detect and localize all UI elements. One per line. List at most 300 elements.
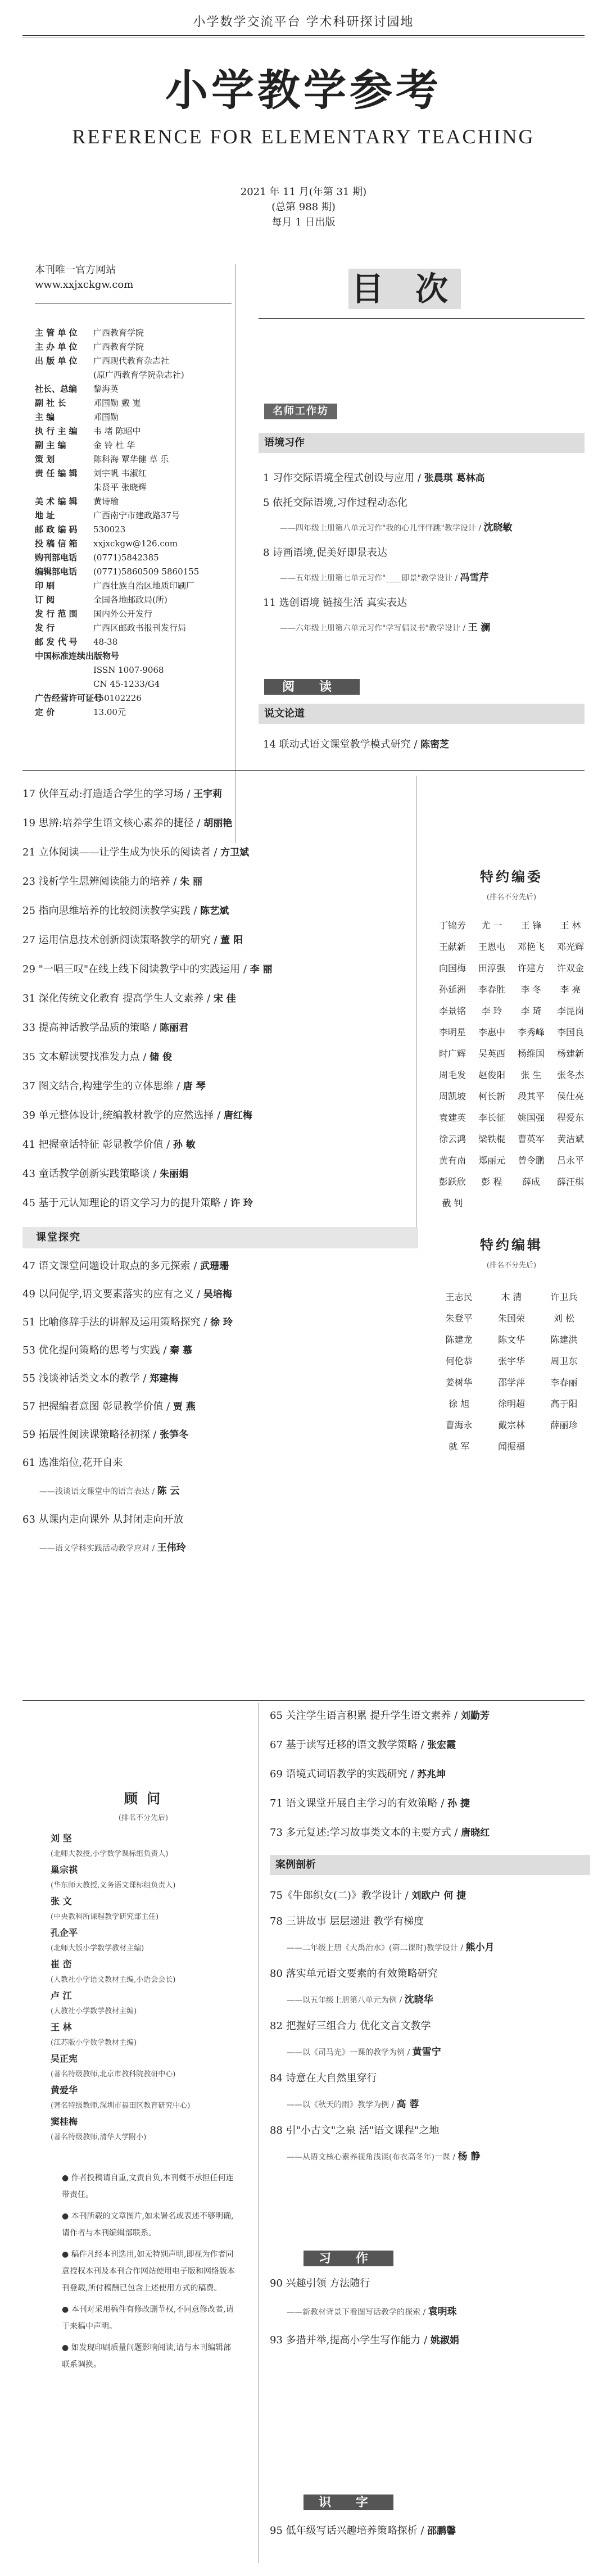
toc-title: 63 从课内走向课外 从封闭走向开放 <box>22 1514 184 1525</box>
toc-subtitle[interactable] <box>22 1541 405 1556</box>
toc-title: 49 以问促学,语文要素落实的应有之义 / <box>22 1288 203 1300</box>
toc-author: 刘欧户 何 捷 <box>411 1890 466 1902</box>
toc-subtitle[interactable] <box>263 571 583 586</box>
toc-title: 51 比喻修辞手法的讲解及运用策略探究 / <box>22 1316 211 1328</box>
editor-name: 截 钊 <box>442 1198 463 1208</box>
toc-author: 陈丽君 <box>160 1022 189 1034</box>
notes <box>62 2170 236 2378</box>
editor-name: 李景铭 <box>438 1006 466 1016</box>
toc-author: 朱丽娟 <box>160 1169 189 1180</box>
advisor-desc: (著名特级教师,深圳市福田区教育研究中心) <box>51 2102 191 2110</box>
toc-title: 29 "一唱三叹"在线上线下阅读教学中的实践运用 / <box>22 963 250 975</box>
special-editors <box>433 866 590 1214</box>
masthead-row <box>35 495 248 509</box>
toc-entry[interactable] <box>22 1196 405 1211</box>
editor-name: 向国梅 <box>438 963 466 974</box>
special-editors-note: (排名不分先后) <box>486 893 537 902</box>
column-banner-reading: 阅 读 <box>264 679 360 695</box>
toc-entry[interactable] <box>22 1259 405 1274</box>
masthead-value: 金 铃 杜 华 <box>93 440 135 450</box>
toc-entry[interactable] <box>22 1050 405 1065</box>
toc-entry[interactable] <box>22 933 405 948</box>
toc-title: 37 图文结合,构建学生的立体思维 / <box>22 1080 183 1092</box>
toc-entry[interactable] <box>270 1709 596 1723</box>
editor-name: 郑丽元 <box>478 1155 505 1166</box>
masthead-value: 530023 <box>93 524 126 535</box>
toc-title: 27 运用信息技术创新阅读策略教学的研究 / <box>22 934 221 946</box>
masthead-row <box>35 593 248 607</box>
advisor-desc: (人教社小学数学教材主编) <box>51 2007 137 2016</box>
editor-name: 李春胜 <box>478 984 505 995</box>
editor-name: 周卫东 <box>550 1356 578 1366</box>
toc-author: 张宏霞 <box>427 1740 456 1751</box>
masthead-key: 定 价 <box>35 707 55 717</box>
toc-entry[interactable] <box>270 2333 596 2348</box>
editor-name: 黄有南 <box>438 1155 466 1166</box>
editor-name: 柯长新 <box>478 1091 505 1102</box>
toc-title: 14 联动式语文课堂教学模式研究 / <box>263 739 421 750</box>
masthead-key: 策 划 <box>35 454 55 464</box>
toc-author: 张晨琪 葛林高 <box>424 473 485 484</box>
advisor-name: 刘 坚 <box>51 1833 72 1844</box>
section-tag-context: 语境习作 <box>259 433 585 453</box>
masthead-key: 发 行 范 围 <box>35 609 78 619</box>
toc-entry[interactable] <box>270 1767 596 1782</box>
masthead-value <box>93 649 248 663</box>
toc-title: 41 把握童话特征 彰显教学价值 / <box>22 1139 173 1151</box>
toc-title: 75《牛郎织女(二)》教学设计 / <box>270 1890 412 1902</box>
editor-name: 高于阳 <box>550 1398 578 1409</box>
masthead-value: (原广西教育学院杂志社) <box>93 370 184 380</box>
masthead-value: 广西区邮政书报刊发行局 <box>93 623 187 633</box>
toc-author: 孙 捷 <box>447 1798 470 1809</box>
toc-title: 1 习作交际语境全程式创设与应用 / <box>263 472 424 484</box>
editor-name: 朱登平 <box>445 1313 473 1324</box>
section-tag-theory: 说文论道 <box>259 704 585 724</box>
masthead-row <box>35 424 248 438</box>
toc-entry[interactable] <box>22 1138 405 1152</box>
editor-name: 曹海永 <box>445 1420 473 1430</box>
toc-author: 李 丽 <box>250 964 273 975</box>
masthead-row <box>35 579 248 593</box>
header-rule <box>22 35 585 36</box>
advisors-note: (排名不分先后) <box>118 1814 169 1822</box>
toc-note: ——从语文核心素养视角浅谈(布衣高冬年)一课 / <box>287 2153 458 2162</box>
editor-name: 吴英西 <box>478 1048 505 1059</box>
toc-author: 沈晓华 <box>404 1994 433 2005</box>
masthead-key: 主 办 单 位 <box>35 342 78 352</box>
advisor-name: 黄爱华 <box>51 2085 78 2095</box>
editor-name: 杨建新 <box>556 1048 584 1059</box>
toc-entry[interactable] <box>22 845 405 860</box>
toc-heading: 目 次 <box>348 269 461 309</box>
special-editors-grid <box>433 915 590 1214</box>
toc-entry[interactable] <box>22 787 405 802</box>
editor-name: 周凯坡 <box>438 1091 466 1102</box>
toc-author: 王伟玲 <box>157 1542 186 1554</box>
editor-name: 张宇华 <box>497 1356 525 1366</box>
masthead-key: 发 行 <box>35 623 55 633</box>
editor-name: 许建方 <box>517 963 545 974</box>
toc-title: 57 把握编者意图 彰显教学价值 / <box>22 1401 173 1413</box>
toc-author: 刘勤芳 <box>460 1710 490 1722</box>
editor-name: 王献新 <box>438 941 466 952</box>
toc-block-reading <box>22 787 405 1225</box>
toc-author: 胡丽艳 <box>203 818 233 829</box>
toc-author: 秦 慕 <box>170 1345 193 1356</box>
masthead-value: (0771)5860509 5860155 <box>93 567 200 577</box>
masthead-row <box>35 326 248 340</box>
toc-title: 95 低年级写话兴趣培养策略探析 / <box>270 2525 428 2537</box>
toc-entry[interactable] <box>22 1400 405 1414</box>
masthead-value: (0771)5842385 <box>93 553 159 563</box>
masthead-value: 陈科海 覃华健 草 乐 <box>93 454 169 464</box>
advisor-name: 张 文 <box>51 1896 72 1907</box>
toc-title: 73 多元复述:学习故事类文本的主要方式 / <box>270 1827 461 1839</box>
toc-subtitle[interactable] <box>270 2045 596 2060</box>
toc-entry[interactable] <box>270 1889 596 1903</box>
masthead-value: 邓国勋 <box>93 412 119 422</box>
toc-note: ——浅谈语文课堂中的语言表达 / <box>39 1487 157 1496</box>
masthead-key: 编辑部电话 <box>35 567 78 577</box>
masthead-value: 国内外公开发行 <box>93 609 153 619</box>
masthead-value: 刘宇帆 韦淑红 <box>93 468 147 478</box>
toc-title: 47 语文课堂问题设计取点的多元探索 / <box>22 1260 201 1272</box>
masthead-row <box>35 635 248 649</box>
editor-name: 许双金 <box>556 963 584 974</box>
masthead-value: 全国各地邮政局(所) <box>93 595 167 605</box>
toc-entry[interactable] <box>22 1456 405 1470</box>
contributing-editors <box>433 1234 590 1457</box>
toc-entry[interactable] <box>270 2276 596 2291</box>
toc-title: 84 诗意在大自然里穿行 <box>270 2072 377 2084</box>
editor-name: 李 玲 <box>481 1006 502 1016</box>
toc-author: 郑建梅 <box>150 1373 179 1384</box>
toc-block-context <box>263 471 583 646</box>
masthead-key <box>35 677 93 691</box>
toc-entry[interactable] <box>22 1315 405 1330</box>
toc-entry[interactable] <box>22 1287 405 1302</box>
masthead-row <box>35 354 248 368</box>
editor-name: 陈建龙 <box>445 1334 473 1345</box>
toc-author: 邵鹏馨 <box>427 2525 456 2537</box>
toc-title: 31 深化传统文化教育 提高学生人文素养 / <box>22 993 214 1004</box>
masthead-key <box>35 481 93 495</box>
editor-name: 李 亮 <box>560 984 581 995</box>
toc-author: 许 玲 <box>230 1198 253 1209</box>
masthead-row <box>35 649 248 663</box>
masthead-key: 邮 发 代 号 <box>35 637 78 647</box>
toc-entry[interactable] <box>22 816 405 831</box>
toc-entry[interactable] <box>270 2019 596 2034</box>
masthead-key: 副 社 长 <box>35 398 66 408</box>
toc-entry[interactable] <box>263 596 583 610</box>
advisors-title: 顾 问 <box>124 1790 163 1807</box>
toc-entry[interactable] <box>22 1167 405 1181</box>
issue-line: 2021 年 11 月(年第 31 期) <box>240 186 367 198</box>
toc-entry[interactable] <box>22 1371 405 1386</box>
editor-name: 彭 程 <box>481 1176 502 1187</box>
masthead-key: 责 任 编 辑 <box>35 468 78 478</box>
editor-name: 杨维国 <box>517 1048 545 1059</box>
masthead-key: 中国标准连续出版物号 <box>35 651 120 661</box>
toc-title: 90 兴趣引领 方法随行 <box>270 2278 370 2289</box>
editor-name: 王志民 <box>445 1292 473 1302</box>
toc-author: 唐晓红 <box>461 1827 490 1839</box>
toc-note: ——六年级上册第六单元习作"学写倡议书"教学设计 / <box>280 624 468 633</box>
toc-author: 熊小月 <box>465 1942 495 1953</box>
official-site <box>35 263 133 292</box>
toc-title: 23 浅析学生思辨阅读能力的培养 / <box>22 876 180 888</box>
editor-name: 李长征 <box>478 1112 505 1123</box>
contributing-editors-note: (排名不分先后) <box>486 1261 537 1270</box>
note-paragraph: ● 作者投稿请自重,文责自负,本刊概不承担任何连带责任。 <box>62 2174 234 2199</box>
toc-title: 67 基于读写迁移的语文教学策略 / <box>270 1739 428 1751</box>
editor-name: 张冬杰 <box>556 1070 584 1080</box>
site-url[interactable]: www.xxjxckgw.com <box>35 279 134 291</box>
toc-entry[interactable] <box>22 962 405 977</box>
toc-entry[interactable] <box>270 2124 596 2138</box>
toc-title: 88 引"小古文"之泉 活"语文课程"之地 <box>270 2125 440 2136</box>
masthead-key: 副 主 编 <box>35 440 66 450</box>
editor-name: 许卫兵 <box>550 1292 578 1302</box>
masthead-key: 投 稿 信 箱 <box>35 538 78 549</box>
toc-entry[interactable] <box>270 1914 596 1929</box>
toc-entry[interactable] <box>263 496 583 510</box>
toc-author: 武珊珊 <box>200 1261 229 1272</box>
advisor-desc: (人教社小学语文教材主编,小语会会长) <box>51 1976 176 1984</box>
editor-name: 段其平 <box>517 1091 545 1102</box>
toc-title: 33 提高神话教学品质的策略 / <box>22 1022 160 1034</box>
toc-entry[interactable] <box>270 1826 596 1840</box>
editor-name: 陈建洪 <box>550 1334 578 1345</box>
masthead-key: 印 刷 <box>35 581 55 591</box>
masthead-row <box>35 537 248 551</box>
advisor-list <box>51 1830 236 2145</box>
editor-name: 李 冬 <box>520 984 542 995</box>
masthead-value: ISSN 1007-9068 <box>93 665 164 675</box>
toc-author: 唐红梅 <box>223 1110 252 1121</box>
toc-entry[interactable] <box>270 1738 596 1753</box>
editor-name: 周毛发 <box>438 1070 466 1080</box>
editor-name: 刘 松 <box>553 1313 574 1324</box>
masthead-row <box>35 467 248 481</box>
editor-name: 李国良 <box>556 1027 584 1038</box>
editor-name: 吕永平 <box>556 1155 584 1166</box>
editor-name: 王 锋 <box>520 920 542 931</box>
editor-name: 程爱东 <box>556 1112 584 1123</box>
toc-note: ——以《秋天的雨》教学为例 / <box>287 2100 397 2109</box>
masthead-value: 黎海英 <box>93 384 119 394</box>
toc-subtitle[interactable] <box>263 621 583 636</box>
editor-name: 姚国强 <box>517 1112 545 1123</box>
toc-rule <box>259 318 585 319</box>
toc-entry[interactable] <box>263 471 583 486</box>
toc-author: 陈艺斌 <box>200 906 229 917</box>
masthead-key: 社长、总编 <box>35 384 78 394</box>
editor-name: 姜树华 <box>445 1377 473 1388</box>
masthead-value: 广西壮族自治区地质印刷厂 <box>93 581 195 591</box>
toc-note: ——二年级上册《大禹治水》(第二课时)教学设计 / <box>287 1944 466 1953</box>
toc-author: 唐 琴 <box>183 1081 206 1092</box>
advisor-name: 窦桂梅 <box>51 2116 78 2127</box>
toc-entry[interactable] <box>270 1967 596 1981</box>
toc-title: 82 把握好三组合力 优化文言文教学 <box>270 2020 431 2032</box>
issue-line: (总第 988 期) <box>271 201 336 213</box>
toc-entry[interactable] <box>22 1343 405 1358</box>
editor-name: 时广辉 <box>438 1048 466 1059</box>
masthead-key: 执 行 主 编 <box>35 426 78 436</box>
masthead-value: 广西教育学院 <box>93 328 144 338</box>
masthead-row <box>35 551 248 565</box>
journal-title-en: REFERENCE FOR ELEMENTARY TEACHING <box>72 125 535 148</box>
masthead-row <box>35 340 248 354</box>
toc-entry[interactable] <box>22 875 405 889</box>
toc-entry[interactable] <box>22 1428 405 1442</box>
editor-name: 曾令鹏 <box>517 1155 545 1166</box>
toc-title: 71 语文课堂开展自主学习的有效策略 / <box>270 1798 448 1809</box>
toc-title: 35 文本解读要找准发力点 / <box>22 1051 150 1063</box>
advisor-desc: (著名特级教师,北京市教科院教研中心) <box>51 2070 176 2079</box>
toc-title: 8 诗画语境,促美好即景表达 <box>263 547 387 559</box>
toc-author: 王 澜 <box>468 622 491 633</box>
toc-block-case <box>270 1889 596 2176</box>
toc-entry[interactable] <box>263 546 583 560</box>
site-label: 本刊唯一官方网站 <box>35 264 116 276</box>
toc-note: ——以《司马光》一课的教学为例 / <box>287 2048 413 2057</box>
journal-title-cn: 小学教学参考 <box>165 65 442 115</box>
masthead-row <box>35 607 248 621</box>
editor-name: 薛丽珍 <box>550 1420 578 1430</box>
toc-author: 吴培梅 <box>203 1289 232 1300</box>
advisor-desc: (北师大教授,小学数学课标组负责人) <box>51 1850 169 1858</box>
masthead-row <box>35 663 248 677</box>
editor-name: 曹英军 <box>517 1134 545 1144</box>
toc-entry[interactable] <box>263 737 583 752</box>
issue-line: 每月 1 日出版 <box>271 216 336 228</box>
toc-subtitle[interactable] <box>270 1993 596 2008</box>
toc-note: ——四年级上册第八单元习作"我的心儿怦怦跳"教学设计 / <box>280 524 484 533</box>
editor-name: 李秀峰 <box>517 1027 545 1038</box>
editor-name <box>538 1436 590 1457</box>
toc-subtitle[interactable] <box>270 1940 596 1955</box>
editor-name: 李昆岗 <box>556 1006 584 1016</box>
toc-title: 53 优化提问策略的思考与实践 / <box>22 1344 170 1356</box>
toc-subtitle[interactable] <box>270 2305 596 2320</box>
toc-author: 朱 丽 <box>180 876 203 888</box>
masthead-value: 韦 堵 陈昭中 <box>93 426 141 436</box>
masthead-row <box>35 705 248 719</box>
note-paragraph: ● 本刊所载的文章图片,如未署名或表述不够明确,请作者与本刊编辑部联系。 <box>62 2212 234 2238</box>
toc-author: 沈晓敏 <box>483 522 513 533</box>
toc-author: 孙 敏 <box>173 1139 196 1151</box>
toc-title: 59 拓展性阅读课策略径初探 / <box>22 1429 160 1441</box>
editor-name: 邵学萍 <box>497 1377 525 1388</box>
editor-name: 王 林 <box>560 920 581 931</box>
masthead-key: 订 阅 <box>35 595 55 605</box>
masthead-row <box>35 523 248 537</box>
masthead-table <box>35 326 248 719</box>
editor-name: 王恩屯 <box>478 941 505 952</box>
editor-name: 田淳强 <box>478 963 505 974</box>
lower-rule <box>22 1700 585 1701</box>
toc-title: 80 落实单元语文要素的有效策略研究 <box>270 1968 438 1980</box>
masthead-value: 广西现代教育杂志社 <box>93 356 170 366</box>
advisor-name: 王 林 <box>51 2022 72 2032</box>
masthead-row <box>35 481 248 495</box>
editor-name: 李明星 <box>438 1027 466 1038</box>
advisor-name: 孔企平 <box>51 1927 78 1938</box>
toc-entry[interactable] <box>22 1021 405 1035</box>
toc-author: 宋 佳 <box>213 993 236 1004</box>
editor-name: 张 生 <box>520 1070 542 1080</box>
toc-title: 65 关注学生语言积累 提升学生语文素养 / <box>270 1710 461 1722</box>
toc-block-general <box>270 1709 596 1855</box>
masthead-key <box>35 368 93 382</box>
toc-note: ——五年级上册第七单元习作"____即景"教学设计 / <box>280 574 460 583</box>
toc-title: 45 基于元认知理论的语文学习力的提升策略 / <box>22 1197 231 1209</box>
special-editors-title: 特约编委 <box>480 868 543 885</box>
toc-title: 61 选准焰位,花开自来 <box>22 1457 123 1469</box>
masthead-value: 48-38 <box>93 637 118 647</box>
editor-name: 袁建英 <box>438 1112 466 1123</box>
toc-author: 杨 静 <box>457 2151 481 2162</box>
toc-subtitle[interactable] <box>22 1484 405 1499</box>
masthead-key: 购刊部电话 <box>35 553 78 563</box>
toc-title: 21 立体阅读——让学生成为快乐的阅读者 / <box>22 846 221 858</box>
editor-name: 黄洁斌 <box>556 1134 584 1144</box>
toc-subtitle[interactable] <box>270 2149 596 2165</box>
editor-name: 徐明超 <box>497 1398 525 1409</box>
mid-rule <box>22 770 585 771</box>
toc-entry[interactable] <box>22 1108 405 1123</box>
issue-info <box>0 184 607 230</box>
column-banner-famous: 名师工作坊 <box>264 404 337 419</box>
toc-entry[interactable] <box>270 2524 596 2538</box>
toc-title: 69 语境式词语教学的实践研究 / <box>270 1768 418 1780</box>
masthead-row <box>35 382 248 396</box>
note-paragraph: ● 稿件凡经本刊选用,如无特别声明,即视为作者同意授权本刊及本刊合作网站使用电子版和网络版本刊登载,所付稿酬已包含上述使用方式的稿费。 <box>62 2250 235 2293</box>
toc-title: 19 思辨:培养学生语文核心素养的捷径 / <box>22 817 204 829</box>
masthead-row <box>35 677 248 691</box>
toc-entry[interactable] <box>22 992 405 1006</box>
toc-author: 陈 云 <box>157 1486 180 1497</box>
toc-entry[interactable] <box>22 1513 405 1527</box>
contributing-editors-grid <box>433 1287 590 1457</box>
toc-title: 5 依托交际语境,习作过程动态化 <box>263 497 407 509</box>
masthead-row <box>35 691 248 705</box>
toc-subtitle[interactable] <box>270 2097 596 2112</box>
editor-name: 就 军 <box>449 1441 470 1452</box>
editor-name: 丁锦芳 <box>438 920 466 931</box>
advisor-desc: (北师大版小学数学教材主编) <box>51 1944 144 1953</box>
toc-author: 苏兆坤 <box>417 1769 446 1780</box>
toc-author: 董 阳 <box>220 935 243 946</box>
toc-entry[interactable] <box>270 1796 596 1811</box>
toc-author: 高 蓉 <box>396 2099 419 2110</box>
toc-entry[interactable] <box>22 1079 405 1094</box>
advisor-desc: (中央教科所课程教学研究部主任) <box>51 1913 159 1921</box>
masthead-key: 美 术 编 辑 <box>35 496 78 506</box>
toc-subtitle[interactable] <box>263 520 583 536</box>
masthead-value: 朱贤平 张晓辉 <box>93 482 147 492</box>
masthead-value: 广西南宁市建政路37号 <box>93 510 180 520</box>
editor-name: 李 琦 <box>520 1006 542 1016</box>
advisor-desc: (华东师大教授,义务语文课标组负责人) <box>51 1881 176 1890</box>
toc-entry[interactable] <box>22 904 405 918</box>
editor-name: 彭跃欣 <box>438 1176 466 1187</box>
toc-entry[interactable] <box>270 2071 596 2086</box>
